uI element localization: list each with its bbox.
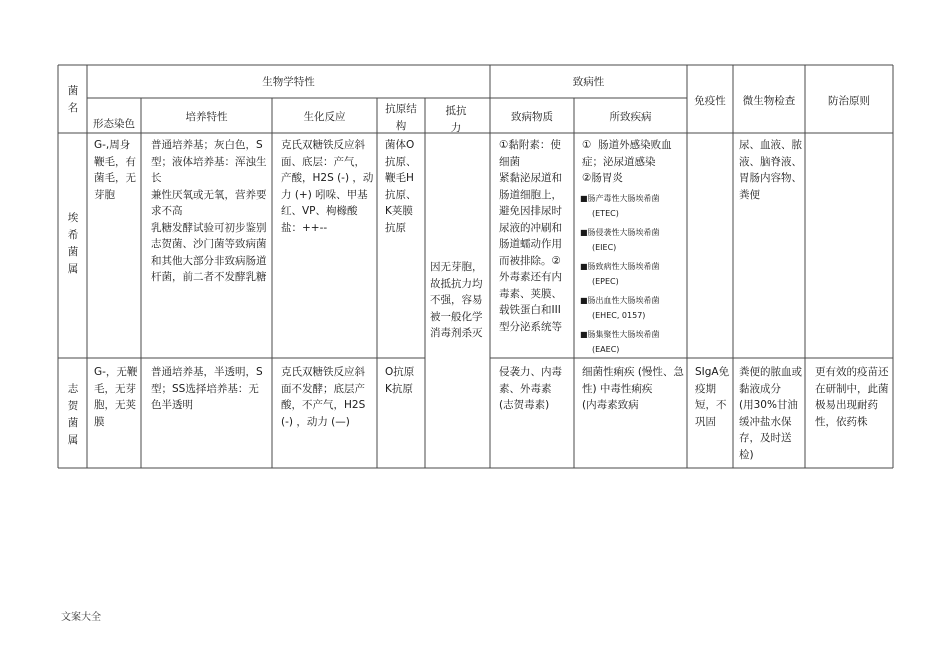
header-culture: 培养特性 bbox=[185, 111, 228, 123]
header-genus: 菌名 bbox=[67, 85, 79, 114]
header-pathogenic-substance: 致病物质 bbox=[511, 111, 553, 123]
header-biology: 生物学特性 bbox=[262, 76, 315, 88]
antigen-cell: 菌体O抗原、鞭毛H抗原、K荚膜抗原 bbox=[385, 139, 417, 234]
header-pathogenicity: 致病性 bbox=[572, 76, 605, 88]
header-morphology: 形态染色 bbox=[93, 118, 135, 130]
header-prevention: 防治原则 bbox=[828, 95, 870, 107]
header-resistance: 抵抗力 bbox=[445, 105, 467, 134]
subtype-name: ■肠产毒性大肠埃希菌 bbox=[580, 194, 660, 203]
header-antigen: 抗原结构 bbox=[385, 103, 417, 132]
disease-line: ②肠胃炎 bbox=[582, 172, 623, 184]
disease-line: ① 肠道外感染败血症；泌尿道感染 bbox=[582, 139, 672, 168]
subtype-name: ■肠侵袭性大肠埃希菌 bbox=[580, 228, 660, 237]
antigen-cell: O抗原 K抗原 bbox=[385, 366, 415, 395]
header-micro-exam: 微生物检查 bbox=[742, 95, 796, 107]
pathogenic-substance-cell: 侵袭力、内毒素、外毒素 (志贺毒素) bbox=[499, 366, 562, 411]
prevention-cell: 更有效的疫苗还在研制中，此菌极易出现耐药性，依药株 bbox=[815, 366, 889, 428]
footer-text: 文案大全 bbox=[61, 612, 101, 623]
culture-cell: 普通培养基，半透明，S型；SS选择培养基：无色半透明 bbox=[151, 366, 263, 411]
row-name-shigella: 志贺菌属 bbox=[67, 383, 79, 446]
header-biochem: 生化反应 bbox=[303, 111, 346, 123]
morphology-cell: G-，无鞭毛，无芽胞，无荚膜 bbox=[94, 366, 138, 428]
biochem-cell: 克氏双糖铁反应斜面不发酵；底层产酸，不产气，H2S (-) ，动力 (—) bbox=[281, 366, 369, 428]
subtype-name: ■肠集聚性大肠埃希菌 bbox=[580, 330, 660, 339]
header-immunity: 免疫性 bbox=[694, 95, 726, 107]
micro-exam-cell: 尿、血液、脓液、脑脊液、胃肠内容物、粪便 bbox=[739, 139, 802, 201]
morphology-cell: G-,周身鞭毛，有菌毛，无芽胞 bbox=[94, 139, 136, 201]
subtype-abbr: (EHEC, 0157) bbox=[592, 311, 646, 320]
header-disease: 所致疾病 bbox=[609, 111, 652, 123]
row-name-escherichia: 埃希菌属 bbox=[67, 212, 79, 275]
subtype-abbr: (EAEC) bbox=[592, 345, 620, 354]
subtype-abbr: (EPEC) bbox=[592, 277, 619, 286]
subtype-name: ■肠致病性大肠埃希菌 bbox=[580, 262, 660, 271]
subtype-abbr: (ETEC) bbox=[592, 209, 619, 218]
culture-cell: 普通培养基；灰白色，S型；液体培养基：浑浊生长 兼性厌氧或无氧，营养要求不高 乳糖发酵试验可初步鉴别志贺菌、沙门菌等致病菌和其他大部分非致病肠道杆菌，前二者不发酵乳糖 bbox=[151, 139, 267, 283]
immunity-cell: SIgA免疫期短，不巩固 bbox=[695, 366, 730, 428]
pathogenic-substance-cell: ①黏附素：使细菌 紧黏泌尿道和肠道细胞上，避免因排尿时尿液的冲刷和肠道蠕动作用而被排除。②外毒素还有内毒素、荚膜、载铁蛋白和III型分泌系统等 bbox=[499, 139, 562, 333]
resistance-cell: 因无芽胞，故抵抗力均不强，容易被一般化学消毒剂杀灭 bbox=[430, 261, 483, 339]
biochem-cell: 克氏双糖铁反应斜面、底层：产气，产酸，H2S (-) ，动力 (+) 吲哚、甲基红、VP、枸橼酸盐：++-- bbox=[281, 139, 374, 234]
subtype-abbr: (EIEC) bbox=[592, 243, 617, 252]
subtype-name: ■肠出血性大肠埃希菌 bbox=[580, 296, 660, 305]
micro-exam-cell: 粪便的脓血或黏液成分 (用30%甘油缓冲盐水保存，及时送检) bbox=[739, 366, 802, 461]
disease-cell: 细菌性痢疾 (慢性、急性) 中毒性痢疾 (内毒素致病 bbox=[582, 366, 684, 411]
